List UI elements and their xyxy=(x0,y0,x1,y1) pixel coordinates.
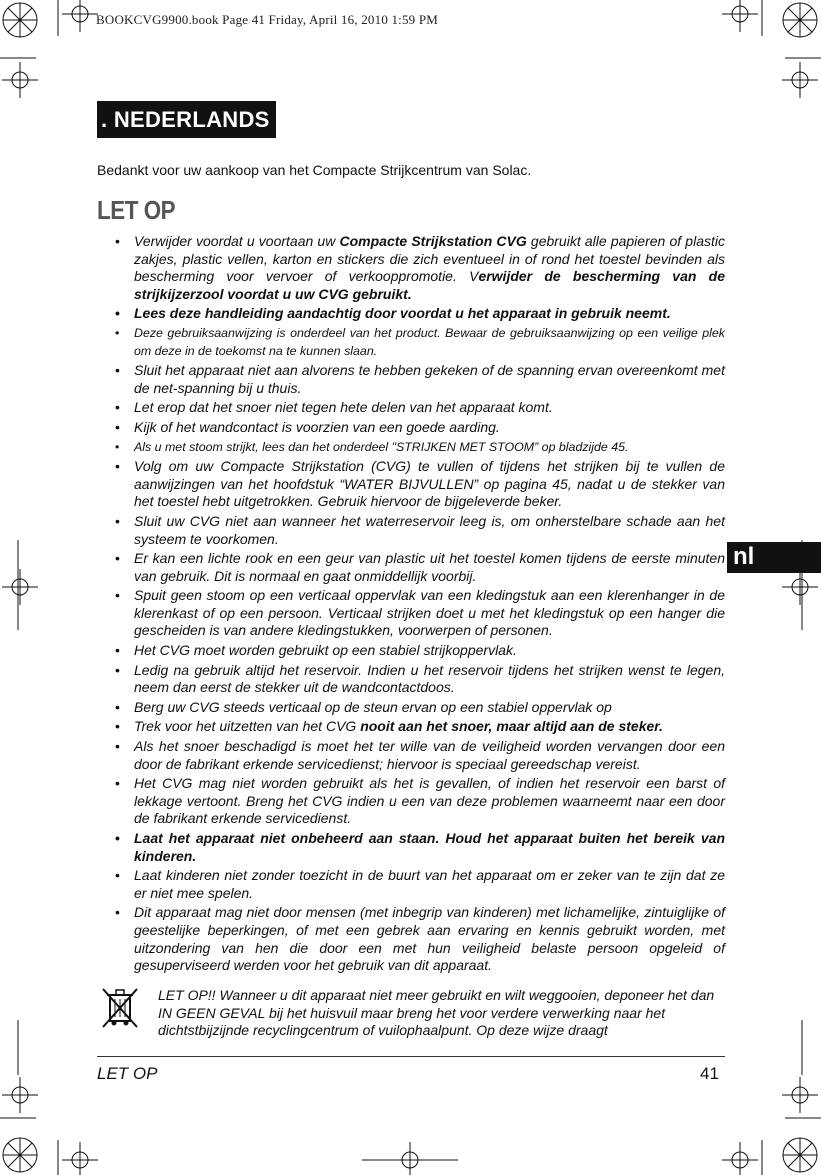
recycle-note: LET OP!! Wanneer u dit apparaat niet meer gebruikt en wilt weggooien, deponeer het dan IN GEEN GEVAL bij het huisvuil maar breng het voor verdere verwerking naar het dichtstbijzijnde recyclingcentrum of vuilophaalpunt. Op deze wijze draagt xyxy=(158,987,715,1039)
list-item-text: Laat kinderen niet zonder toezicht in de buurt van het apparaat om er zeker van te zijn dat ze er niet mee spelen. xyxy=(134,867,725,901)
crossed-out-wheeled-bin-icon xyxy=(97,985,143,1031)
list-item-text: Let erop dat het snoer niet tegen hete delen van het apparaat komt. xyxy=(134,399,553,416)
bullet-icon: • xyxy=(115,698,120,715)
bullet-icon: • xyxy=(115,362,120,379)
list-item xyxy=(97,550,725,585)
bullet-icon: • xyxy=(115,399,120,416)
list-item xyxy=(97,699,725,717)
list-item xyxy=(97,718,725,736)
list-item xyxy=(97,362,725,397)
list-item xyxy=(97,233,725,303)
bullet-icon: • xyxy=(115,904,120,921)
list-item-text: Als het snoer beschadigd is moet het ter wille van de veiligheid worden vervangen door een door de fabrikant erkende servicedienst; hiervoor is speciaal gereedschap vereist. xyxy=(134,738,725,772)
bullet-icon: • xyxy=(115,512,120,529)
list-item xyxy=(97,662,725,697)
bullet-icon: • xyxy=(115,738,120,755)
list-item xyxy=(97,738,725,773)
list-item-text: Verwijder voordat u voortaan uw Compacte Strijkstation CVG gebruikt alle papieren of plastic zakjes, plastic vellen, karton en stickers die zich eventueel in of rond het toestel bevinden als bescherming voor vervoer of verkooppromotie. Verwijder de bescherming van de strijkijzerzool voordat u uw CVG gebruikt. xyxy=(134,233,726,302)
list-item-text: Het CVG moet worden gebruikt op een stabiel strijkoppervlak. xyxy=(134,642,517,659)
language-banner: . NEDERLANDS xyxy=(97,101,276,138)
footer-section-title: LET OP xyxy=(97,1064,158,1083)
list-item xyxy=(97,419,725,437)
warning-list xyxy=(97,233,725,977)
list-item-text: Sluit uw CVG niet aan wanneer het waterreservoir leeg is, om onherstelbare schade aan het systeem te voorkomen. xyxy=(134,512,725,547)
list-item xyxy=(97,325,725,360)
bullet-icon: • xyxy=(115,458,120,475)
page-number: 41 xyxy=(700,1064,719,1083)
bullet-icon: • xyxy=(115,830,120,846)
bullet-icon: • xyxy=(115,775,120,792)
footer-divider xyxy=(97,1056,725,1057)
bullet-icon: • xyxy=(115,439,120,454)
list-item xyxy=(97,867,725,902)
list-item-text: Trek voor het uitzetten van het CVG nooit aan het snoer, maar altijd aan de steker. xyxy=(134,718,663,735)
list-item-text: Dit apparaat mag niet door mensen (met inbegrip van kinderen) met lichamelijke, zintuiglijke of geestelijke beperkingen, of met een gebrek aan ervaring en kennis gebruikt worden, met uitzondering van hen die door een met hun veiligheid belaste persoon opgeleid of gesuperviseerd werden voor het gebruik van dit apparaat. xyxy=(134,904,725,974)
bullet-icon: • xyxy=(115,642,120,659)
bullet-icon: • xyxy=(115,550,120,567)
list-item-text: Lees deze handleiding aandachtig door voordat u het apparaat in gebruik neemt. xyxy=(134,305,671,322)
bullet-icon: • xyxy=(115,661,120,678)
section-title: LET OP xyxy=(97,195,176,225)
list-item xyxy=(97,305,725,323)
list-item xyxy=(97,458,725,511)
bullet-icon: • xyxy=(115,418,120,435)
bullet-icon: • xyxy=(115,305,120,322)
intro-text: Bedankt voor uw aankoop van het Compacte Strijkcentrum van Solac. xyxy=(97,162,532,178)
list-item xyxy=(97,775,725,828)
list-item xyxy=(97,399,725,417)
list-item-text: Kijk of het wandcontact is voorzien van een goede aarding. xyxy=(134,418,500,435)
list-item-text: Deze gebruiksaanwijzing is onderdeel van het product. Bewaar de gebruiksaanwijzing op een veilige plek om deze in de toekomst na te kunnen slaan. xyxy=(134,325,725,358)
print-file-info: BOOKCVG9900.book Page 41 Friday, April 16, 2010 1:59 PM xyxy=(96,12,439,27)
list-item-text: Volg om uw Compacte Strijkstation (CVG) te vullen of tijdens het strijken bij te vullen de aanwijzingen van het hoofdstuk “WATER BIJVULLEN” op pagina 45, nadat u de stekker van het toestel hebt uitgetrokken. Gebruik hiervoor de bijgeleverde beker. xyxy=(134,458,725,510)
list-item-text: Het CVG mag niet worden gebruikt als het is gevallen, of indien het reservoir een barst of lekkage vertoont. Breng het CVG indien u een van deze problemen waarneemt naar een door de fabrikant erkende servicedienst. xyxy=(134,775,725,827)
list-item-text: Laat het apparaat niet onbeheerd aan staan. Houd het apparaat buiten het bereik van kinderen. xyxy=(134,830,725,864)
list-item xyxy=(97,642,725,660)
list-item xyxy=(97,830,725,865)
list-item xyxy=(97,587,725,640)
bullet-icon: • xyxy=(115,325,120,340)
list-item-text: Als u met stoom strijkt, lees dan het onderdeel "STRIJKEN MET STOOM” op bladzijde 45. xyxy=(134,439,629,454)
list-item-text: Spuit geen stoom op een verticaal oppervlak van een kledingstuk aan een klerenhanger in de klerenkast of op een persoon. Verticaal strijken doet u met het kledingstuk op een hanger die gescheiden is van andere kledingstukken, voorwerpen of personen. xyxy=(134,587,725,639)
bullet-icon: • xyxy=(115,867,120,884)
bullet-icon: • xyxy=(115,233,120,249)
list-item xyxy=(97,904,725,974)
list-item xyxy=(97,513,725,548)
list-item-text: Berg uw CVG steeds verticaal op de steun ervan op een stabiel oppervlak op xyxy=(134,698,612,715)
list-item-text: Ledig na gebruik altijd het reservoir. Indien u het reservoir tijdens het strijken wenst te legen, neem dan eerst de stekker uit de wandcontactdoos. xyxy=(134,661,725,696)
bullet-icon: • xyxy=(115,587,120,604)
list-item-text: Er kan een lichte rook en een geur van plastic uit het toestel komen tijdens de eerste minuten van gebruik. Dit is normaal en gaat onmiddellijk voorbij. xyxy=(134,550,725,584)
list-item-text: Sluit het apparaat niet aan alvorens te hebben gekeken of de spanning ervan overeenkomt met de net-spanning bij u thuis. xyxy=(134,362,725,396)
bullet-icon: • xyxy=(115,718,120,735)
list-item xyxy=(97,439,725,457)
language-tab: nl xyxy=(727,542,821,573)
